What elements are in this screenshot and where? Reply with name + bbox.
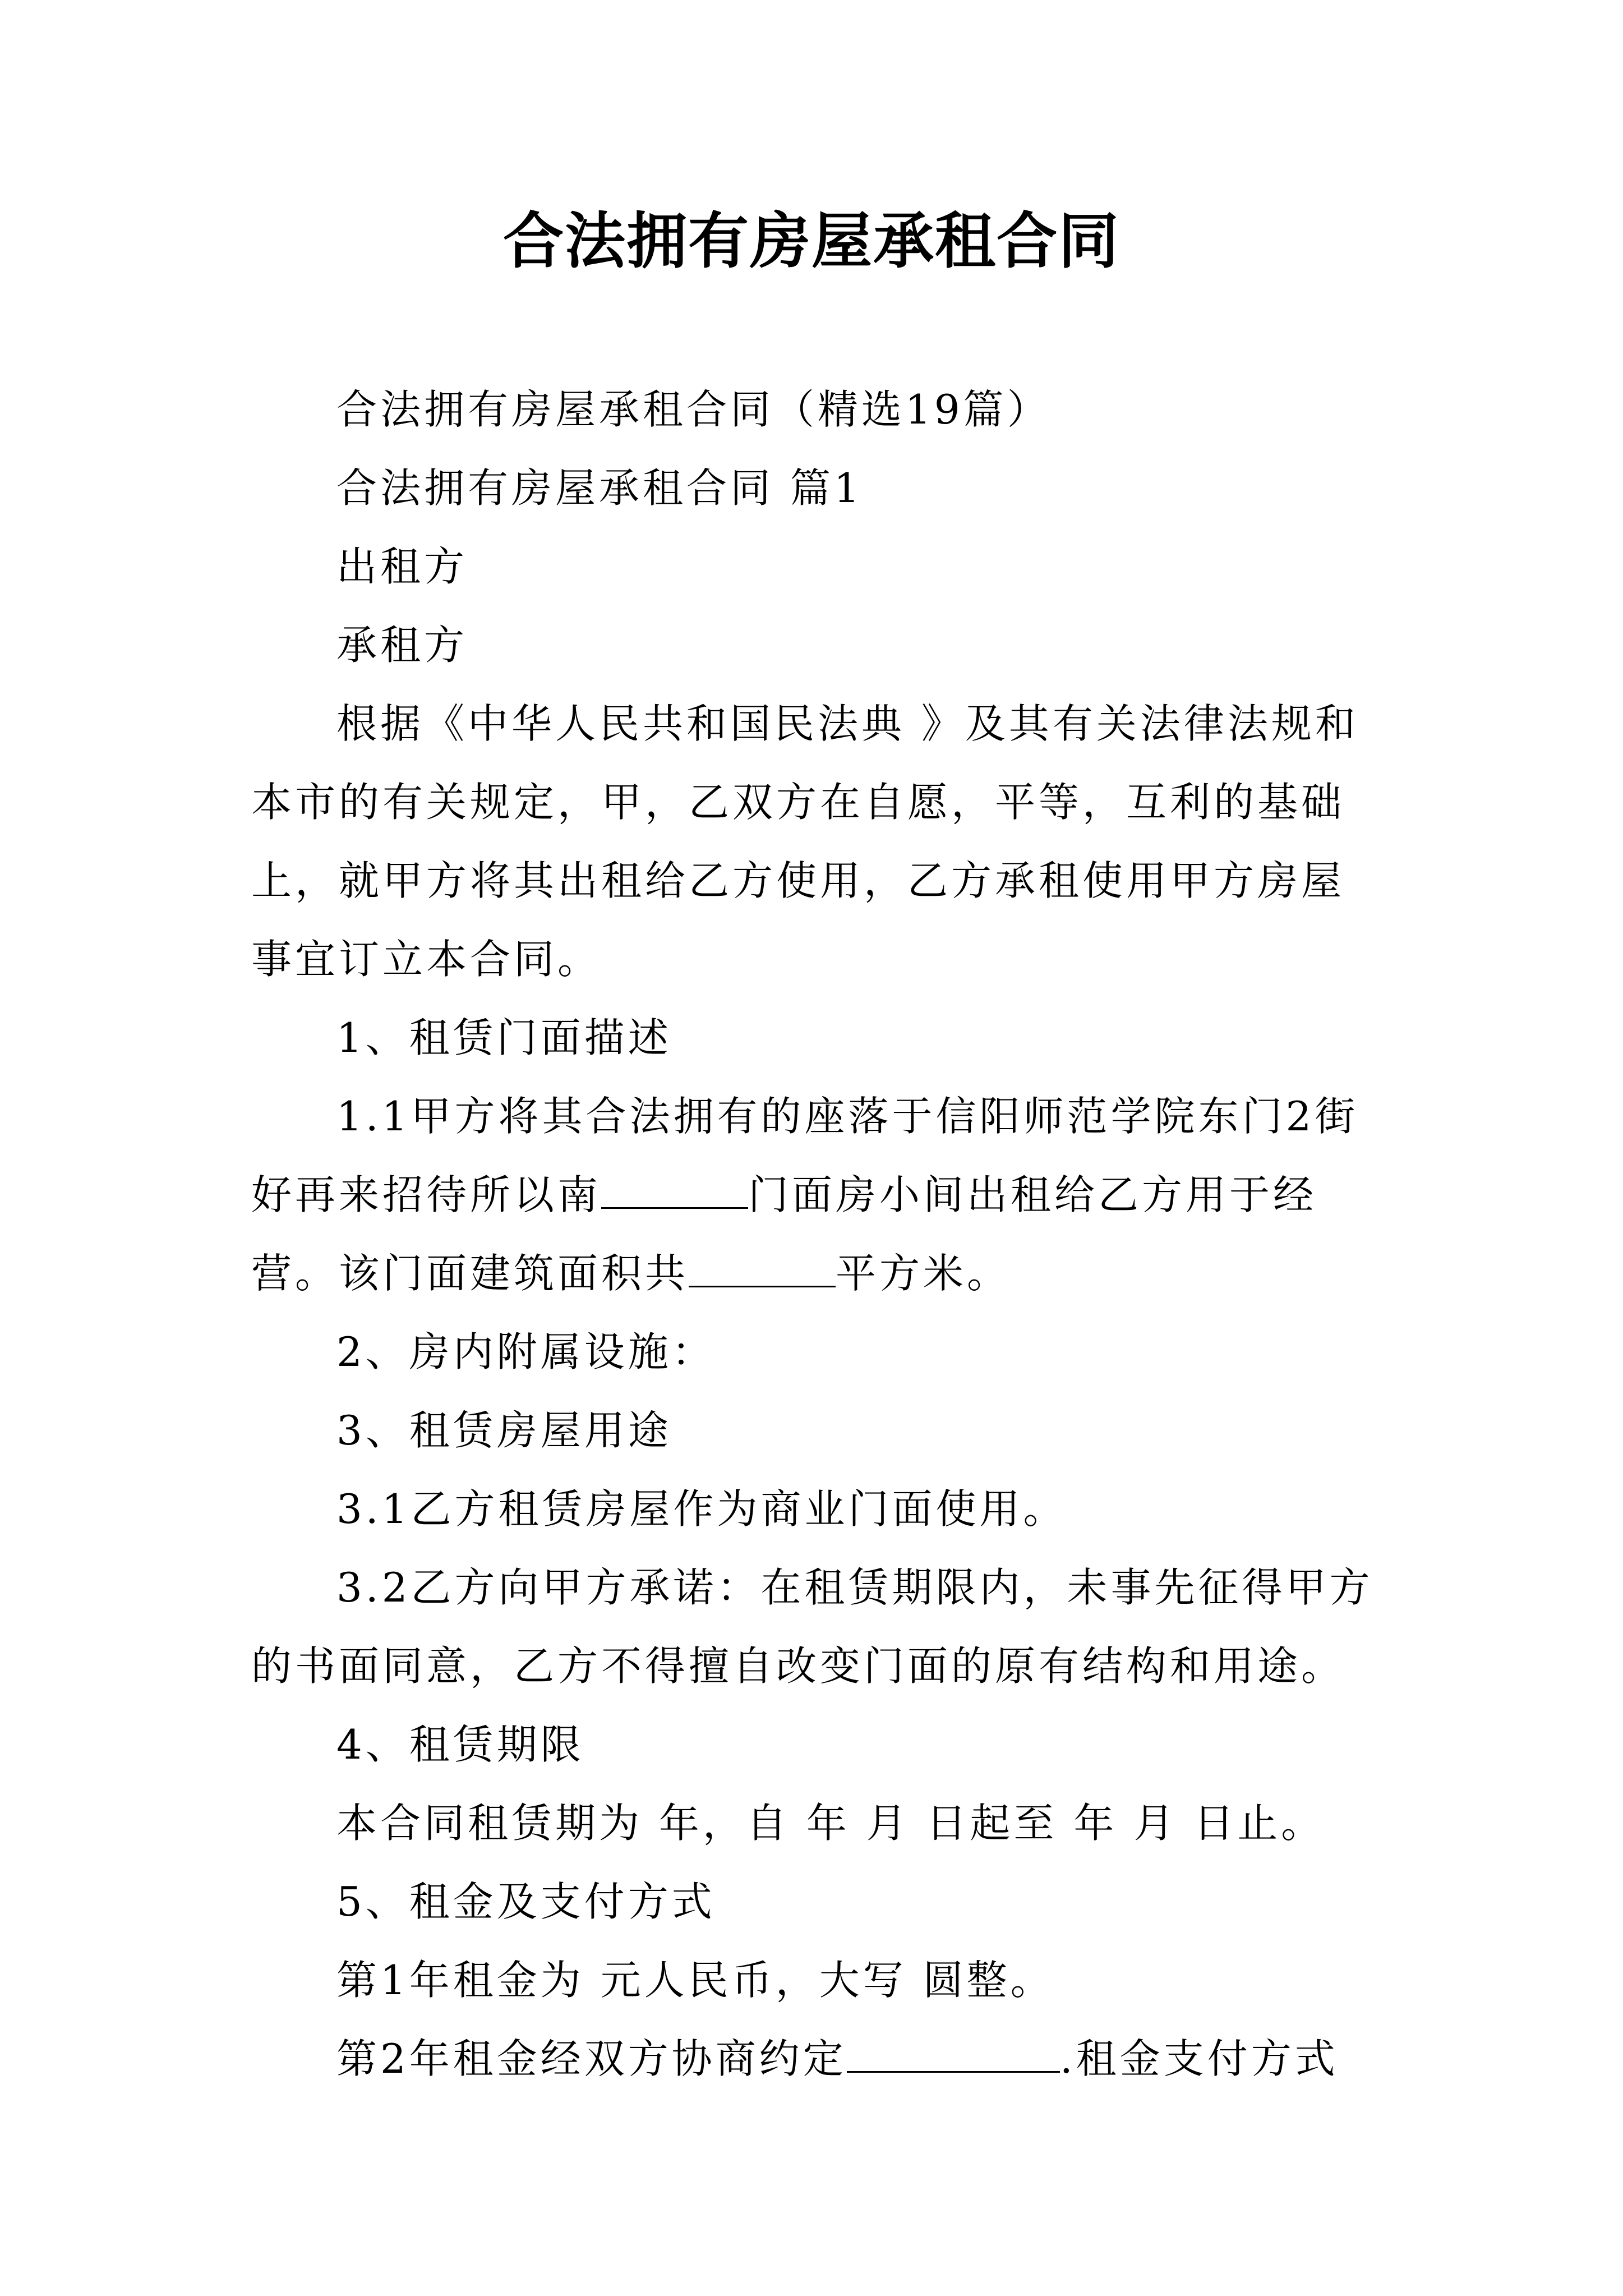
clause-heading-1: 1、租赁门面描述 (336, 1014, 672, 1061)
clause-1-1-text-a: 1.1甲方将其合法拥有的座落于信阳师范学院东门2街好再来招待所以南 (251, 1093, 1359, 1218)
clause-heading-3: 3、租赁房屋用途 (336, 1407, 672, 1454)
party-lessor: 出租方 (336, 543, 468, 590)
party-lessee: 承租方 (336, 622, 468, 669)
clause-1-1-text-b: 门面房小间出租给乙方用于经营。该门面建筑面积共 (251, 1171, 1317, 1297)
subtitle-line: 合法拥有房屋承租合同（精选19篇） (336, 386, 1051, 433)
fill-blank-rent (847, 2037, 1060, 2073)
document-body (251, 370, 1384, 2098)
clause-heading-5: 5、租金及支付方式 (336, 1878, 716, 1925)
clause-1-1 (251, 1077, 1384, 1313)
clause-heading-2: 2、房内附属设施： (336, 1328, 716, 1375)
clause-3-2: 3.2乙方向甲方承诺：在租赁期限内，未事先征得甲方的书面同意，乙方不得擅自改变门面的原有结构和用途。 (251, 1564, 1373, 1690)
document-title: 合法拥有房屋承租合同 (502, 206, 1120, 277)
lease-term-line: 本合同租赁期为 年，自 年 月 日起至 年 月 日止。 (336, 1800, 1325, 1847)
rent-year-2 (251, 2019, 1384, 2098)
rent-year-2-text-b: .租金支付方式 (1059, 2035, 1339, 2082)
preamble-paragraph: 根据《中华人民共和国民法典 》及其有关法律法规和本市的有关规定，甲，乙双方在自愿，平等，互利的基础上，就甲方将其出租给乙方使用，乙方承租使用甲方房屋事宜订立本合同。 (251, 700, 1359, 983)
rent-year-2-text-a: 第2年租金经双方协商约定 (336, 2035, 847, 2082)
fill-blank-area (689, 1252, 836, 1287)
clause-3-1: 3.1乙方租赁房屋作为商业门面使用。 (336, 1485, 1067, 1533)
clause-1-1-text-c: 平方米。 (836, 1250, 1011, 1297)
rent-year-1: 第1年租金为 元人民币，大写 圆整。 (336, 1957, 1054, 2004)
section-heading: 合法拥有房屋承租合同 篇1 (336, 464, 863, 512)
clause-heading-4: 4、租赁期限 (336, 1721, 584, 1768)
fill-blank-unit (601, 1174, 748, 1209)
